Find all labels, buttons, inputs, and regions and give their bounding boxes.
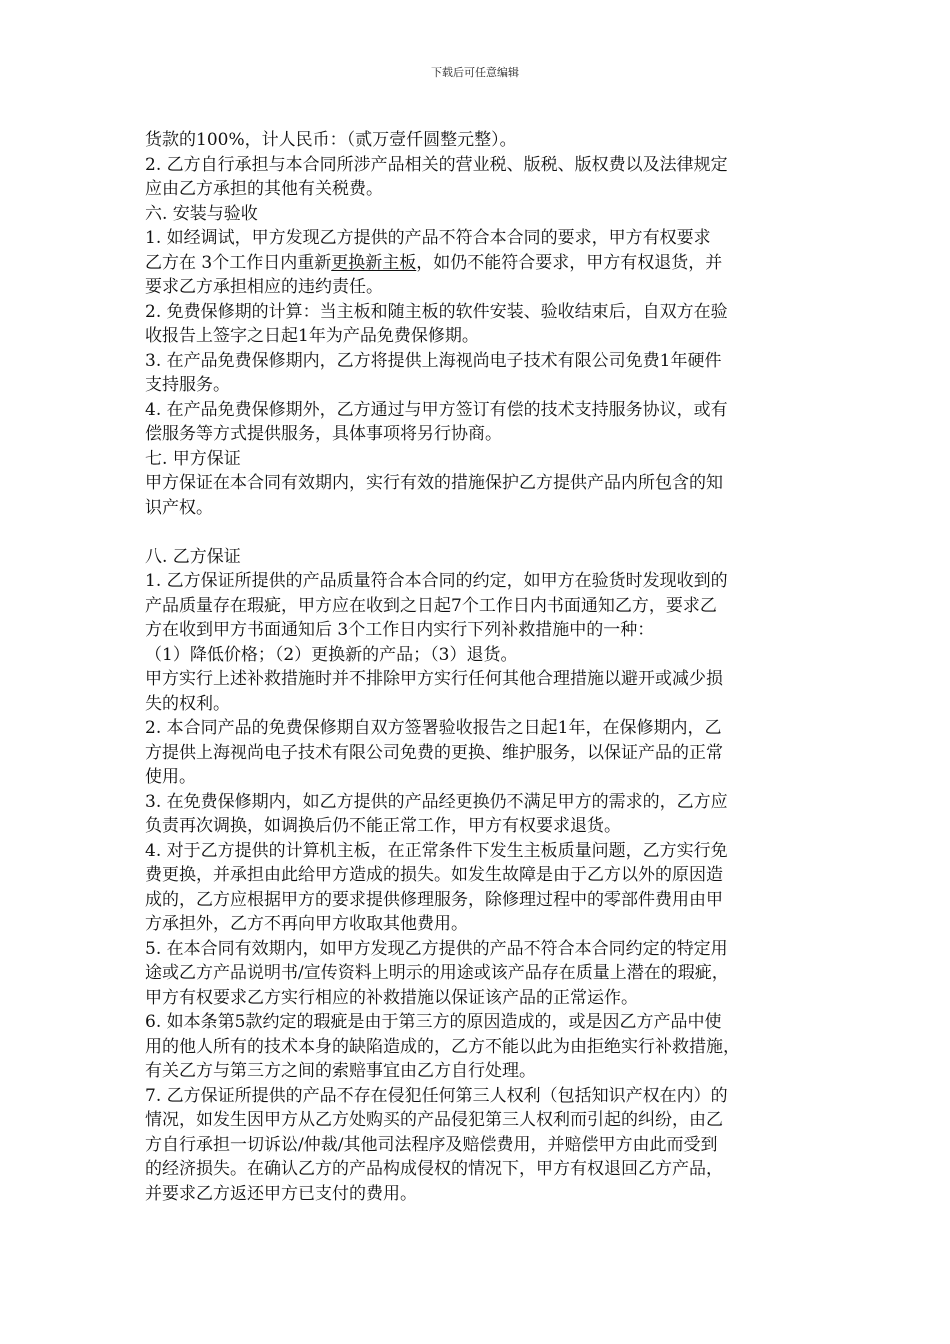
remedy-options-line: （1）降低价格；（2）更换新的产品；（3）退货。	[145, 644, 518, 665]
paragraph-line: 方自行承担一切诉讼/仲裁/其他司法程序及赔偿费用，并赔偿甲方由此而受到	[145, 1134, 718, 1155]
paragraph-line: 使用。	[145, 767, 196, 787]
section-heading-8: 八. 乙方保证	[145, 546, 241, 567]
paragraph-line: 应由乙方承担的其他有关税费。	[145, 179, 383, 199]
paragraph-line: 成的，乙方应根据甲方的要求提供修理服务，除修理过程中的零部件费用由甲	[145, 889, 723, 910]
blank-line	[145, 520, 813, 545]
clause-8-2-line: 2. 本合同产品的免费保修期自双方签署验收报告之日起1年，在保修期内，乙	[145, 718, 722, 738]
paragraph-line: 甲方实行上述补救措施时并不排除甲方实行任何其他合理措施以避开或减少损	[145, 669, 723, 689]
paragraph-line: 方提供上海视尚电子技术有限公司免费的更换、维护服务，以保证产品的正常	[145, 742, 723, 763]
paragraph-line: 方在收到甲方书面通知后 3个工作日内实行下列补救措施中的一种：	[145, 620, 655, 640]
clause-8-4-line: 4. 对于乙方提供的计算机主板，在正常条件下发生主板质量问题，乙方实行免	[145, 840, 728, 861]
page-header-note: 下载后可任意编辑	[431, 66, 519, 79]
clause-8-1-line: 1. 乙方保证所提供的产品质量符合本合同的约定，如甲方在验货时发现收到的	[145, 571, 728, 591]
text-segment: 乙方在 3个工作日内重新	[145, 252, 332, 273]
clause-6-3-line: 3. 在产品免费保修期内，乙方将提供上海视尚电子技术有限公司免费1年硬件	[145, 350, 722, 371]
clause-8-6-line: 6. 如本条第5款约定的瑕疵是由于第三方的原因造成的，或是因乙方产品中使	[145, 1012, 722, 1032]
contract-body	[145, 128, 813, 1206]
paragraph-line	[145, 251, 813, 276]
paragraph-line: 要求乙方承担相应的违约责任。	[145, 277, 383, 297]
paragraph-line: 支持服务。	[145, 375, 230, 395]
clause-6-1-line: 1. 如经调试，甲方发现乙方提供的产品不符合本合同的要求，甲方有权要求	[145, 228, 711, 248]
paragraph-line: 用的他人所有的技术本身的缺陷造成的，乙方不能以此为由拒绝实行补救措施，	[145, 1036, 740, 1057]
paragraph-line: 费更换，并承担由此给甲方造成的损失。如发生故障是由于乙方以外的原因造	[145, 865, 723, 885]
underlined-text: 更换新主板	[331, 252, 417, 273]
clause-8-5-line: 5. 在本合同有效期内，如甲方发现乙方提供的产品不符合本合同约定的特定用	[145, 938, 728, 959]
text-segment: ，如仍不能符合要求，甲方有权退货，并	[416, 252, 723, 273]
paragraph-line: 产品质量存在瑕疵，甲方应在收到之日起7个工作日内书面通知乙方，要求乙	[145, 595, 717, 616]
paragraph-line: 有关乙方与第三方之间的索赔事宜由乙方自行处理。	[145, 1061, 536, 1081]
section-heading-7: 七. 甲方保证	[145, 448, 241, 469]
clause-8-3-line: 3. 在免费保修期内，如乙方提供的产品经更换仍不满足甲方的需求的，乙方应	[145, 791, 728, 812]
paragraph-line: 甲方保证在本合同有效期内，实行有效的措施保护乙方提供产品内所包含的知	[145, 473, 723, 493]
paragraph-line: 负责再次调换，如调换后仍不能正常工作，甲方有权要求退货。	[145, 816, 621, 836]
paragraph-line: 识产权。	[145, 497, 213, 518]
paragraph-line: 失的权利。	[145, 693, 230, 714]
paragraph-line: 甲方有权要求乙方实行相应的补救措施以保证该产品的正常运作。	[145, 987, 638, 1008]
paragraph-line: 途或乙方产品说明书/宣传资料上明示的用途或该产品存在质量上潜在的瑕疵，	[145, 963, 729, 983]
paragraph-line: 货款的100%，计人民币：（贰万壹仟圆整元整）。	[145, 130, 517, 150]
paragraph-line: 的经济损失。在确认乙方的产品构成侵权的情况下，甲方有权退回乙方产品，	[145, 1159, 723, 1179]
paragraph-line: 方承担外，乙方不再向甲方收取其他费用。	[145, 914, 468, 934]
paragraph-line: 偿服务等方式提供服务，具体事项将另行协商。	[145, 424, 502, 444]
paragraph-line: 收报告上签字之日起1年为产品免费保修期。	[145, 326, 479, 346]
clause-6-2-line: 2. 免费保修期的计算：当主板和随主板的软件安装、验收结束后，自双方在验	[145, 301, 728, 322]
clause-5-2-line: 2. 乙方自行承担与本合同所涉产品相关的营业税、版税、版权费以及法律规定	[145, 154, 728, 175]
paragraph-line: 并要求乙方返还甲方已支付的费用。	[145, 1183, 417, 1204]
section-heading-6: 六. 安装与验收	[145, 203, 258, 224]
clause-8-7-line: 7. 乙方保证所提供的产品不存在侵犯任何第三人权利（包括知识产权在内）的	[145, 1085, 728, 1106]
clause-6-4-line: 4. 在产品免费保修期外，乙方通过与甲方签订有偿的技术支持服务协议，或有	[145, 399, 728, 420]
paragraph-line: 情况，如发生因甲方从乙方处购买的产品侵犯第三人权利而引起的纠纷，由乙	[145, 1110, 723, 1130]
